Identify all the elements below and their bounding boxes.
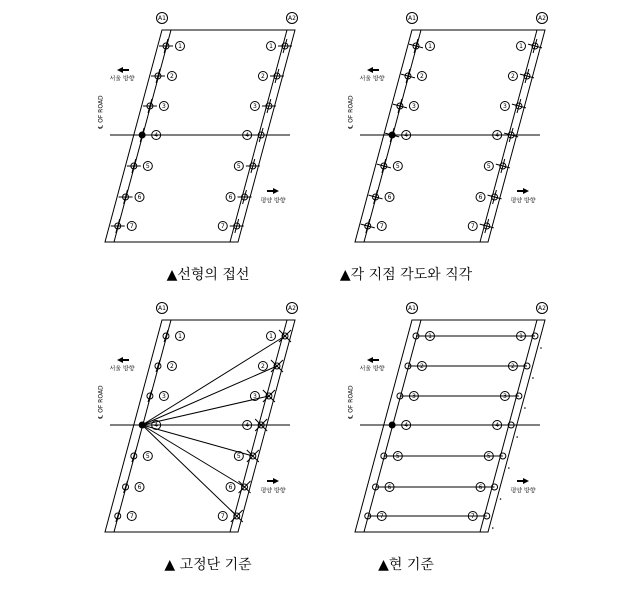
a1-label: A1 [408, 305, 416, 312]
seoul-arrow-icon [367, 357, 379, 363]
point-number-label: 5 [395, 163, 400, 170]
point-number-label: 6 [137, 484, 142, 491]
deck-outline [355, 320, 545, 532]
dot-mark [524, 407, 526, 409]
pyeongyang-arrow-icon [517, 478, 529, 484]
point-number-label: 4 [154, 132, 159, 139]
seoul-direction-label: 서울 방향 [109, 365, 135, 373]
point-number-label: 3 [162, 393, 166, 400]
point-number-label: 7 [129, 513, 134, 520]
panel-4 [348, 303, 548, 574]
pyeongyang-arrow-icon [267, 478, 279, 484]
point-number-label: 6 [228, 194, 233, 201]
deck-outline [105, 30, 295, 242]
point-number-label: 3 [412, 103, 416, 110]
point-number-label: 2 [261, 363, 265, 370]
point-number-label: 3 [253, 393, 257, 400]
dot-mark [492, 527, 494, 529]
panel-caption: ▲ 고정단 기준 [164, 557, 252, 573]
pyeongyang-direction-label: 평양 방향 [260, 487, 286, 495]
point-number-label: 1 [519, 333, 523, 340]
point-number-label: 7 [129, 223, 134, 230]
point-number-label: 2 [420, 73, 424, 80]
point-number-label: 6 [228, 484, 233, 491]
seoul-direction-label: 서울 방향 [359, 365, 385, 373]
point-number-label: 6 [478, 484, 483, 491]
point-number-label: 6 [387, 484, 392, 491]
point-number-label: 4 [404, 422, 409, 429]
seoul-arrow-icon [117, 357, 129, 363]
movement-arrow-icon [116, 510, 120, 522]
point-number-label: 6 [387, 194, 392, 201]
point-number-label: 3 [503, 393, 507, 400]
pyeongyang-direction-label: 평양 방향 [260, 197, 286, 205]
movement-arrow-icon [132, 450, 136, 462]
point-number-label: 2 [170, 73, 174, 80]
point-number-label: 3 [503, 103, 507, 110]
seoul-arrow-icon [367, 67, 379, 73]
seoul-direction-label: 서울 방향 [109, 75, 135, 83]
pyeongyang-direction-label: 평양 방향 [510, 487, 536, 495]
point-number-label: 1 [428, 333, 432, 340]
a1-label: A1 [158, 305, 166, 312]
point-number-label: 4 [495, 132, 500, 139]
point-number-label: 7 [220, 223, 225, 230]
point-number-label: 5 [236, 163, 241, 170]
road-centerline-label: ℄ OF ROAD [347, 95, 355, 129]
point-number-label: 1 [178, 333, 182, 340]
point-number-label: 1 [269, 333, 273, 340]
panel-caption: ▲각 지점 각도와 직각 [339, 267, 473, 283]
pyeongyang-arrow-icon [267, 188, 279, 194]
point-number-label: 7 [470, 513, 475, 520]
point-number-label: 5 [145, 453, 150, 460]
point-number-label: 4 [245, 132, 250, 139]
point-number-label: 4 [245, 422, 250, 429]
point-number-label: 4 [495, 422, 500, 429]
point-number-label: 1 [178, 43, 182, 50]
pyeongyang-arrow-icon [517, 188, 529, 194]
panel-caption: ▲선형의 접선 [166, 267, 250, 283]
dot-mark [500, 498, 502, 500]
point-number-label: 6 [478, 194, 483, 201]
point-number-label: 1 [519, 43, 523, 50]
movement-arrow-icon [124, 481, 128, 493]
radial-line [142, 425, 244, 487]
point-number-label: 5 [395, 453, 400, 460]
dot-mark [540, 347, 542, 349]
point-number-label: 1 [269, 43, 273, 50]
a2-label: A2 [538, 15, 546, 22]
point-number-label: 7 [379, 223, 384, 230]
dot-mark [508, 467, 510, 469]
a2-label: A2 [288, 305, 296, 312]
point-number-label: 5 [486, 163, 491, 170]
point-number-label: 5 [236, 453, 241, 460]
point-number-label: 5 [145, 163, 150, 170]
panel-2 [340, 13, 548, 284]
point-number-label: 5 [486, 453, 491, 460]
road-centerline-label: ℄ OF ROAD [97, 95, 105, 129]
pyeongyang-direction-label: 평양 방향 [510, 197, 536, 205]
point-number-label: 6 [137, 194, 142, 201]
panel-caption: ▲현 기준 [378, 557, 434, 573]
point-number-label: 4 [154, 422, 159, 429]
point-number-label: 3 [412, 393, 416, 400]
road-centerline-label: ℄ OF ROAD [347, 385, 355, 419]
panel-3 [98, 303, 298, 574]
radial-line [142, 396, 269, 425]
point-number-label: 2 [420, 363, 424, 370]
deck-outline [105, 320, 295, 532]
point-number-label: 1 [428, 43, 432, 50]
point-number-label: 7 [379, 513, 384, 520]
seoul-arrow-icon [117, 67, 129, 73]
point-number-label: 4 [404, 132, 409, 139]
road-centerline-label: ℄ OF ROAD [97, 385, 105, 419]
point-number-label: 2 [511, 363, 515, 370]
a1-label: A1 [408, 15, 416, 22]
seoul-direction-label: 서울 방향 [359, 75, 385, 83]
panel-1 [98, 13, 298, 284]
point-number-label: 2 [511, 73, 515, 80]
a2-label: A2 [288, 15, 296, 22]
point-number-label: 3 [162, 103, 166, 110]
a1-label: A1 [158, 15, 166, 22]
dot-mark [532, 377, 534, 379]
dot-mark [516, 436, 518, 438]
point-number-label: 3 [253, 103, 257, 110]
point-number-label: 7 [220, 513, 225, 520]
point-number-label: 7 [470, 223, 475, 230]
point-number-label: 2 [170, 363, 174, 370]
point-number-label: 2 [261, 73, 265, 80]
a2-label: A2 [538, 305, 546, 312]
